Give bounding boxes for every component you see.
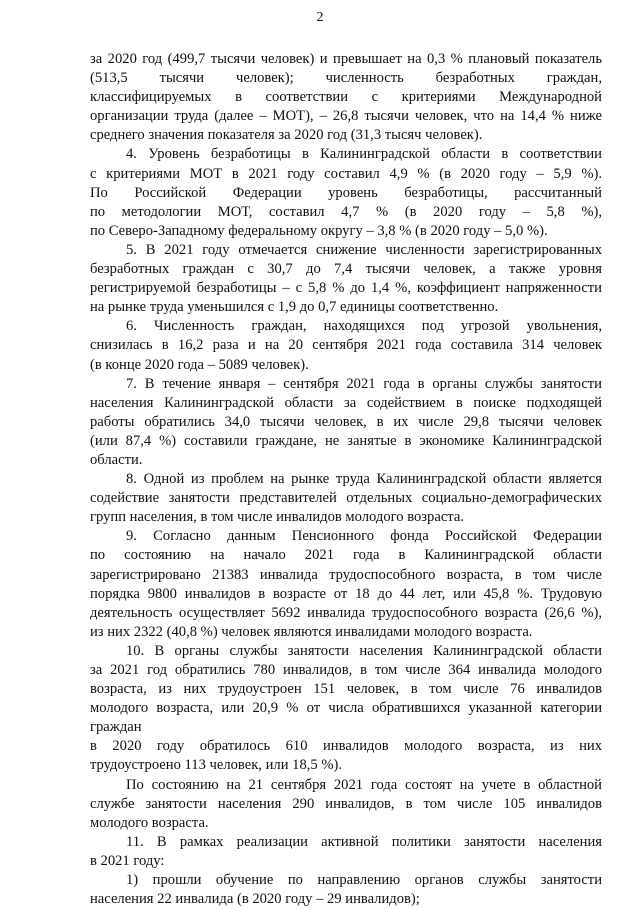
paragraph — [90, 470, 602, 527]
text-line: 4. Уровень безработицы в Калининградской области в соответствии — [126, 146, 602, 163]
paragraph — [90, 50, 602, 145]
paragraph — [90, 317, 602, 374]
text-line: 10. В органы службы занятости населения Калининградской области — [126, 642, 602, 659]
paragraph — [90, 871, 602, 909]
text-line: за 2020 год (499,7 тысячи человек) и превышает на 0,3 % плановый показатель — [90, 51, 602, 67]
text-line: на рынке труда уменьшился с 1,9 до 0,7 единицы соответственно. — [90, 299, 499, 316]
text-line: граждан — [90, 719, 142, 736]
text-line: зарегистрировано 21383 инвалида трудоспособного возраста, в том числе — [90, 566, 602, 583]
document-body — [90, 50, 602, 909]
text-line: возраста, из них трудоустроен 151 человек, в том числе 76 инвалидов — [90, 681, 602, 698]
text-line: среднего значения показателя за 2020 год (31,3 тысяч человек). — [90, 127, 483, 144]
text-line: По Российской Федерации уровень безработицы, рассчитанный — [90, 184, 602, 201]
text-line: молодого возраста. — [90, 814, 209, 831]
paragraph — [90, 145, 602, 240]
text-line: молодого возраста, или 20,9 % от числа обратившихся указанной категории — [90, 700, 602, 717]
text-line: порядка 9800 инвалидов в возрасте от 18 до 44 лет, или 45,8 %. Трудовую — [90, 585, 602, 602]
text-line: по методологии МОТ, составил 4,7 % (в 2020 году – 5,8 %), — [90, 203, 602, 220]
text-line: 8. Одной из проблем на рынке труда Калининградской области является — [126, 471, 602, 488]
text-line: с критериями МОТ в 2021 году составил 4,9 % (в 2020 году – 5,9 %). — [90, 165, 602, 182]
text-line: (513,5 тысячи человек); численность безработных граждан, — [90, 70, 602, 87]
text-line: (в конце 2020 года – 5089 человек). — [90, 356, 309, 373]
text-line: в 2021 году: — [90, 852, 165, 869]
text-line: (или 87,4 %) составили граждане, не занятые в экономике Калининградской — [90, 432, 602, 449]
text-line: безработных граждан с 30,7 до 7,4 тысячи человек, а также уровня — [90, 261, 602, 278]
text-line: из них 2322 (40,8 %) человек являются инвалидами молодого возраста. — [90, 623, 533, 640]
text-line: По состоянию на 21 сентября 2021 года состоят на учете в областной — [126, 776, 602, 793]
text-line: по Северо-Западному федеральному округу – 3,8 % (в 2020 году – 5,0 %). — [90, 222, 548, 239]
text-line: регистрируемой безработицы – с 5,8 % до 1,4 %, коэффициент напряженности — [90, 280, 602, 297]
paragraph — [90, 241, 602, 317]
paragraph — [90, 527, 602, 642]
text-line: 5. В 2021 году отмечается снижение численности зарегистрированных — [126, 241, 602, 258]
text-line: трудоустроено 113 человек, или 18,5 %). — [90, 757, 343, 774]
text-line: снизилась в 16,2 раза и на 20 сентября 2021 года составила 314 человек — [90, 337, 602, 354]
text-line: деятельность осуществляет 5692 инвалида трудоспособного возраста (26,6 %), — [90, 604, 602, 621]
paragraph — [90, 642, 602, 776]
text-line: организации труда (далее – МОТ), – 26,8 тысячи человек, что на 14,4 % ниже — [90, 108, 602, 125]
text-line: 6. Численность граждан, находящихся под угрозой увольнения, — [126, 318, 602, 335]
text-line: групп населения, в том числе инвалидов молодого возраста. — [90, 509, 464, 526]
text-line: по состоянию на начало 2021 года в Калининградской области — [90, 547, 602, 564]
text-line: населения 22 инвалида (в 2020 году – 29 инвалидов); — [90, 891, 420, 908]
text-line: содействие занятости представителей отдельных социально-демографических — [90, 490, 602, 507]
text-line: населения Калининградской области за содействием в поиске подходящей — [90, 394, 602, 411]
text-line: работы обратились 34,0 тысячи человек, в их числе 29,8 тысячи человек — [90, 413, 602, 430]
text-line: 1) прошли обучение по направлению органов службы занятости — [126, 872, 602, 889]
paragraph — [90, 833, 602, 871]
paragraph — [90, 776, 602, 833]
text-line: 9. Согласно данным Пенсионного фонда Российской Федерации — [126, 528, 602, 545]
text-line: в 2020 году обратилось 610 инвалидов молодого возраста, из них — [90, 738, 602, 755]
text-line: службе занятости населения 290 инвалидов, в том числе 105 инвалидов — [90, 795, 602, 812]
text-line: 7. В течение января – сентября 2021 года в органы службы занятости — [126, 375, 602, 392]
page-number: 2 — [316, 10, 324, 25]
text-line: 11. В рамках реализации активной политики занятости населения — [126, 833, 602, 850]
paragraph — [90, 375, 602, 470]
text-line: классифицируемых в соответствии с критериями Международной — [90, 89, 602, 106]
text-line: за 2021 год обратились 780 инвалидов, в том числе 364 инвалида молодого — [90, 662, 602, 678]
text-line: области. — [90, 451, 143, 468]
